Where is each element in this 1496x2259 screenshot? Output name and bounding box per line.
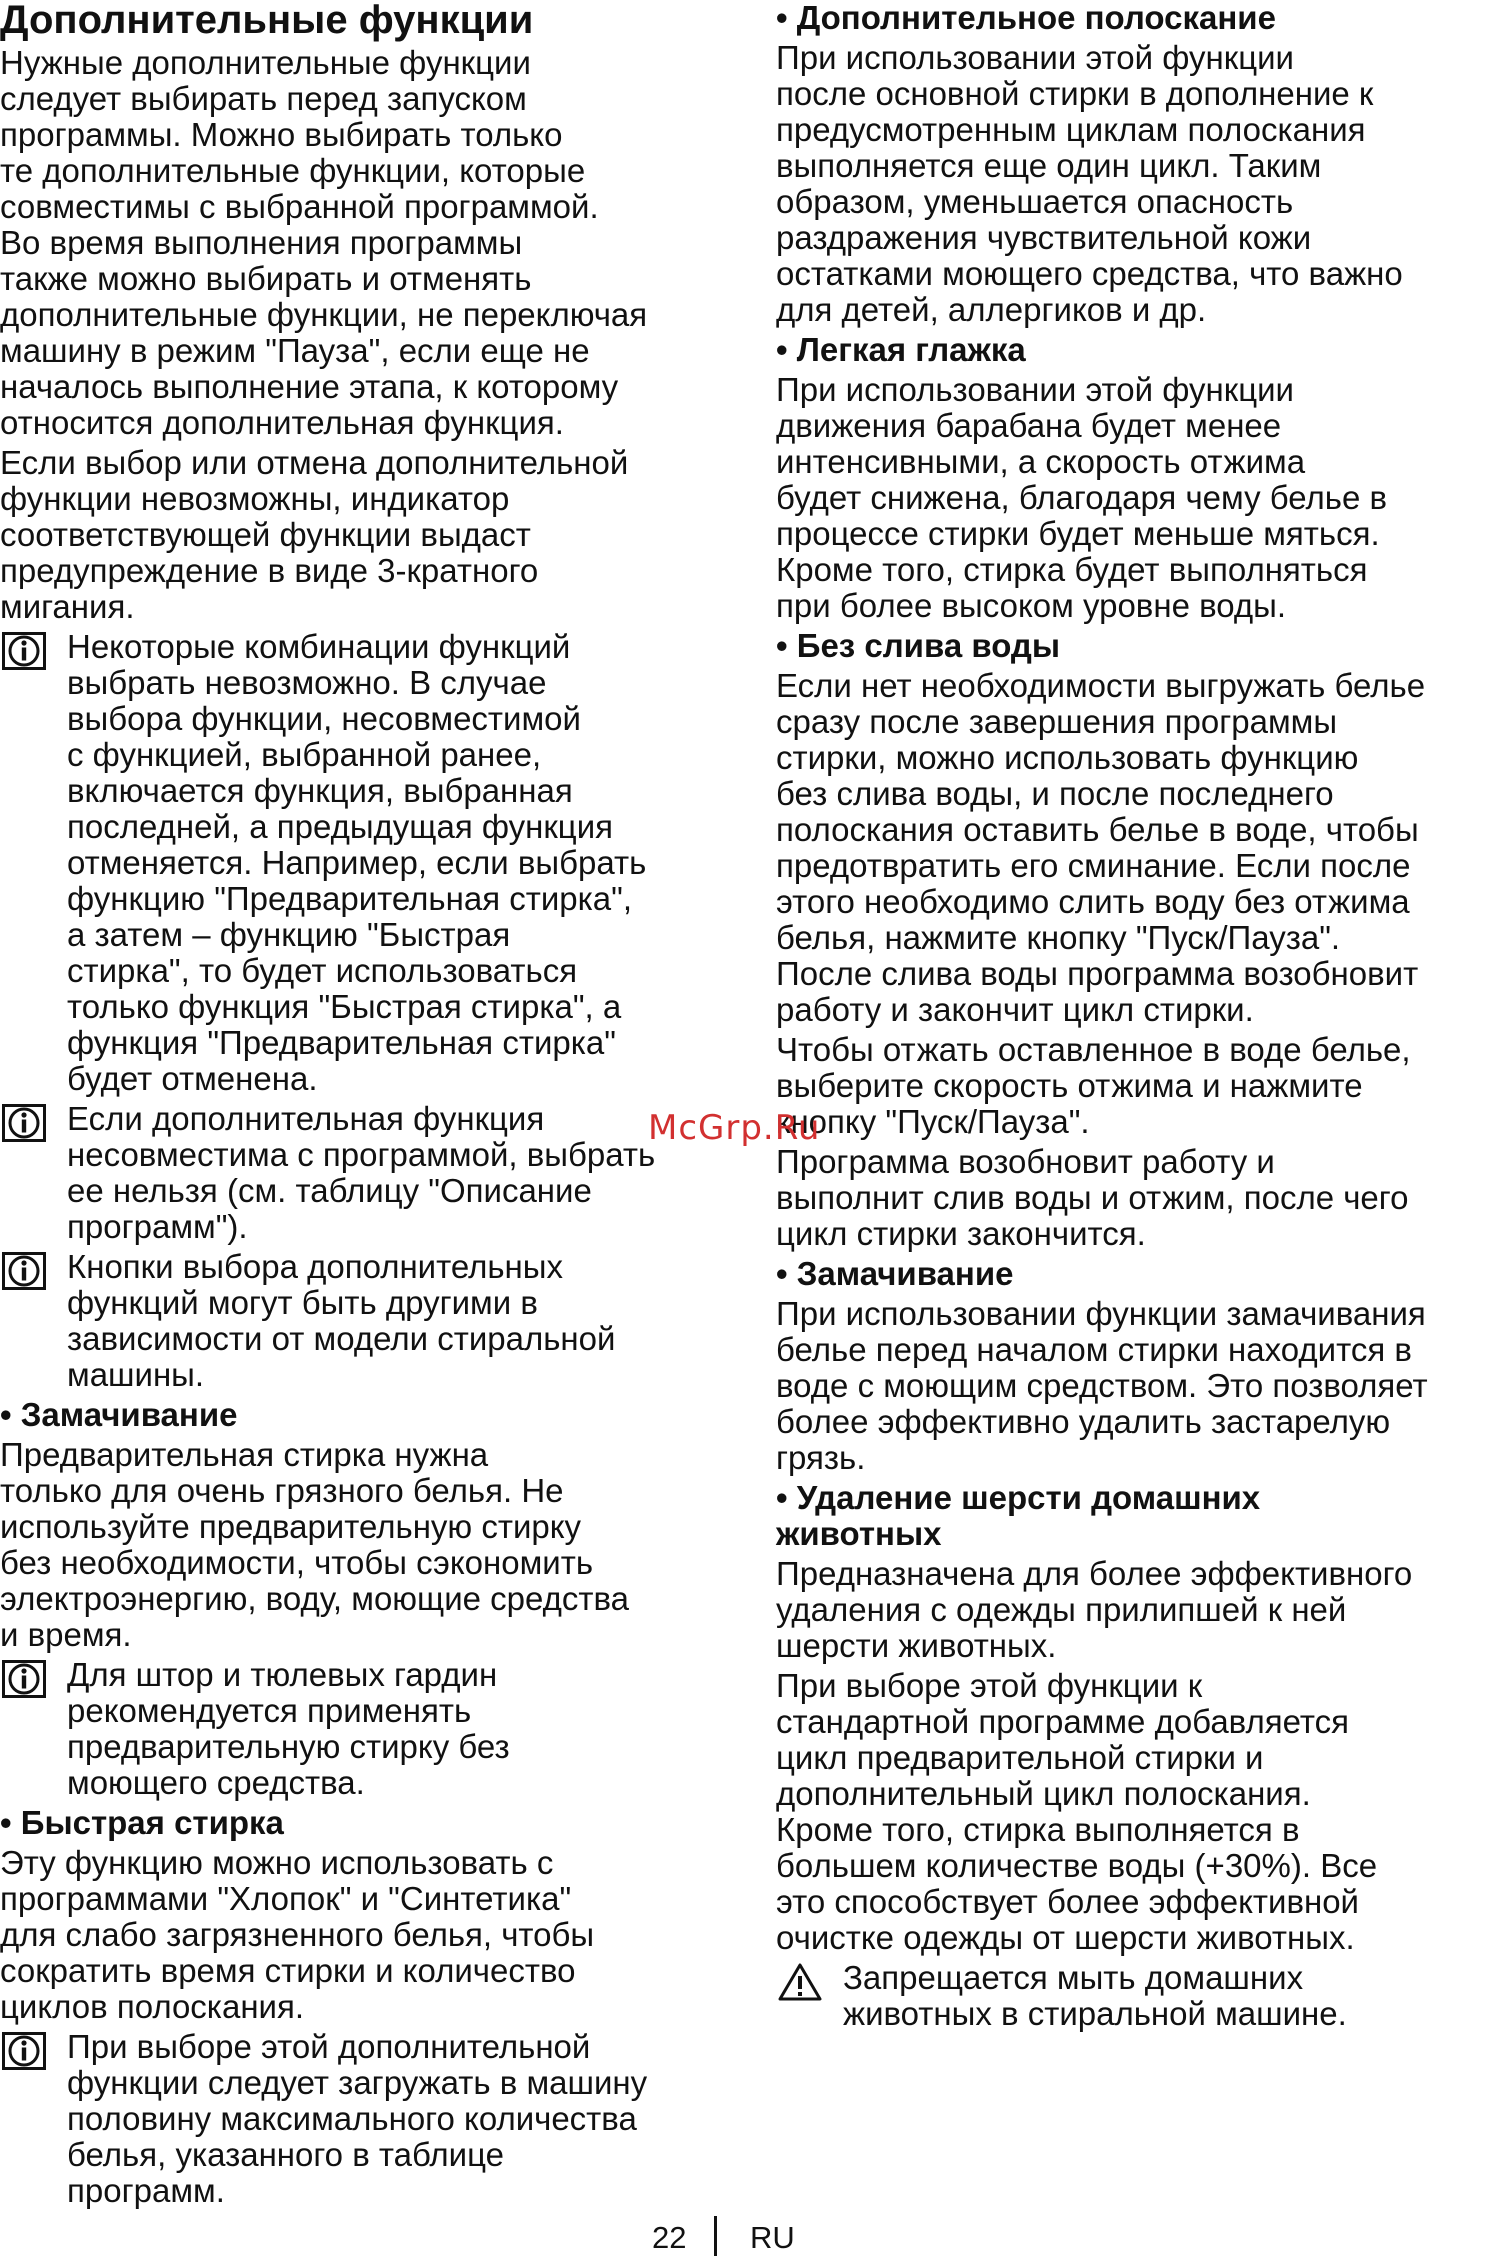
info-note-text: Некоторые комбинации функций выбрать невозможно. В случае выбора функции, несовместимой с функцией, выбранной ранее, включается функция, выбранная последней, а предыдущая функция отменяется. Например, если выбрать функцию "Предварительная стирка", а затем – функцию "Быстрая стирка", то будет использоваться только функция "Быстрая стирка", а функция "Предварительная стирка" будет отменена. <box>67 628 647 1097</box>
section-text-no-drain-2: Чтобы отжать оставленное в воде белье, выберите скорость отжима и нажмите кнопку "Пуск/Пауза". <box>776 1031 1411 1140</box>
section-text-pet-hair-2: При выборе этой функции к стандартной программе добавляется цикл предварительной стирки и дополнительный цикл полоскания. Кроме того, стирка выполняется в большем количестве воды (+30%). Все это способствует более эффективной очистке одежды от шерсти животных. <box>776 1667 1378 1956</box>
info-note <box>0 629 720 1097</box>
right-column <box>776 0 1496 2036</box>
info-icon <box>2 1252 46 1290</box>
section-heading-quick-wash: • Быстрая стирка <box>0 1804 284 1841</box>
section-text-soak: При использовании функции замачивания белье перед началом стирки находится в воде с моющим средством. Это позволяет более эффективно удалить застарелую грязь. <box>776 1295 1428 1476</box>
info-note-text: Кнопки выбора дополнительных функций могут быть другими в зависимости от модели стиральной машины. <box>67 1248 616 1393</box>
info-note-text: Если дополнительная функция несовместима с программой, выбрать ее нельзя (см. таблицу "Описание программ"). <box>67 1100 656 1245</box>
page-footer <box>0 2216 1496 2256</box>
warning-note <box>776 1960 1496 2032</box>
section-heading-extra-rinse: • Дополнительное полоскание <box>776 0 1276 36</box>
left-column <box>0 0 720 2213</box>
intro-paragraph-2: Если выбор или отмена дополнительной функции невозможны, индикатор соответствующей функции выдаст предупреждение в виде 3-кратного мигания. <box>0 444 629 625</box>
info-icon <box>2 1660 46 1698</box>
info-note <box>0 2029 720 2209</box>
section-text-no-drain-3: Программа возобновит работу и выполнит слив воды и отжим, после чего цикл стирки закончится. <box>776 1143 1409 1252</box>
watermark: McGrp.Ru <box>648 1108 821 1148</box>
warning-icon <box>778 1962 822 2002</box>
language-code: RU <box>750 2220 795 2255</box>
section-heading-easy-iron: • Легкая глажка <box>776 331 1026 368</box>
page-title: Дополнительные функции <box>0 0 534 42</box>
section-heading-soak-prewash: • Замачивание <box>0 1396 238 1433</box>
warning-note-text: Запрещается мыть домашних животных в стиральной машине. <box>843 1959 1347 2032</box>
info-icon <box>2 1104 46 1142</box>
info-icon <box>2 2032 46 2070</box>
intro-paragraph: Нужные дополнительные функции следует выбирать перед запуском программы. Можно выбирать только те дополнительные функции, которые совместимы с выбранной программой. Во время выполнения программы также можно выбирать и отменять дополнительные функции, не переключая машину в режим "Пауза", если еще не началось выполнение этапа, к которому относится дополнительная функция. <box>0 44 648 441</box>
info-note-text: При выборе этой дополнительной функции следует загружать в машину половину максимального количества белья, указанного в таблице программ. <box>67 2028 648 2209</box>
section-heading-pet-hair: • Удаление шерсти домашних животных <box>776 1479 1261 1552</box>
section-heading-soak: • Замачивание <box>776 1255 1014 1292</box>
page-number: 22 <box>652 2220 687 2255</box>
info-note <box>0 1101 720 1245</box>
info-note <box>0 1657 720 1801</box>
info-note-text: Для штор и тюлевых гардин рекомендуется применять предварительную стирку без моющего средства. <box>67 1656 510 1801</box>
section-text-extra-rinse: При использовании этой функции после основной стирки в дополнение к предусмотренным циклам полоскания выполняется еще один цикл. Таким образом, уменьшается опасность раздражения чувствительной кожи остатками моющего средства, что важно для детей, аллергиков и др. <box>776 39 1403 328</box>
info-icon <box>2 632 46 670</box>
info-note <box>0 1249 720 1393</box>
section-text-no-drain: Если нет необходимости выгружать белье сразу после завершения программы стирки, можно использовать функцию без слива воды, и после последнего полоскания оставить белье в воде, чтобы предотвратить его сминание. Если после этого необходимо слить воду без отжима белья, нажмите кнопку "Пуск/Пауза". После слива воды программа возобновит работу и закончит цикл стирки. <box>776 667 1426 1028</box>
section-text-quick-wash: Эту функцию можно использовать с программами "Хлопок" и "Синтетика" для слабо загрязненного белья, чтобы сократить время стирки и количество циклов полоскания. <box>0 1844 595 2025</box>
section-text-pet-hair: Предназначена для более эффективного удаления с одежды прилипшей к ней шерсти животных. <box>776 1555 1413 1664</box>
section-text-soak-prewash: Предварительная стирка нужна только для очень грязного белья. Не используйте предварительную стирку без необходимости, чтобы сэкономить электроэнергию, воду, моющие средства и время. <box>0 1436 630 1653</box>
footer-divider <box>714 2216 717 2256</box>
section-heading-no-drain: • Без слива воды <box>776 627 1061 664</box>
section-text-easy-iron: При использовании этой функции движения барабана будет менее интенсивными, а скорость отжима будет снижена, благодаря чему белье в процессе стирки будет меньше мяться. Кроме того, стирка будет выполняться при более высоком уровне воды. <box>776 371 1388 624</box>
